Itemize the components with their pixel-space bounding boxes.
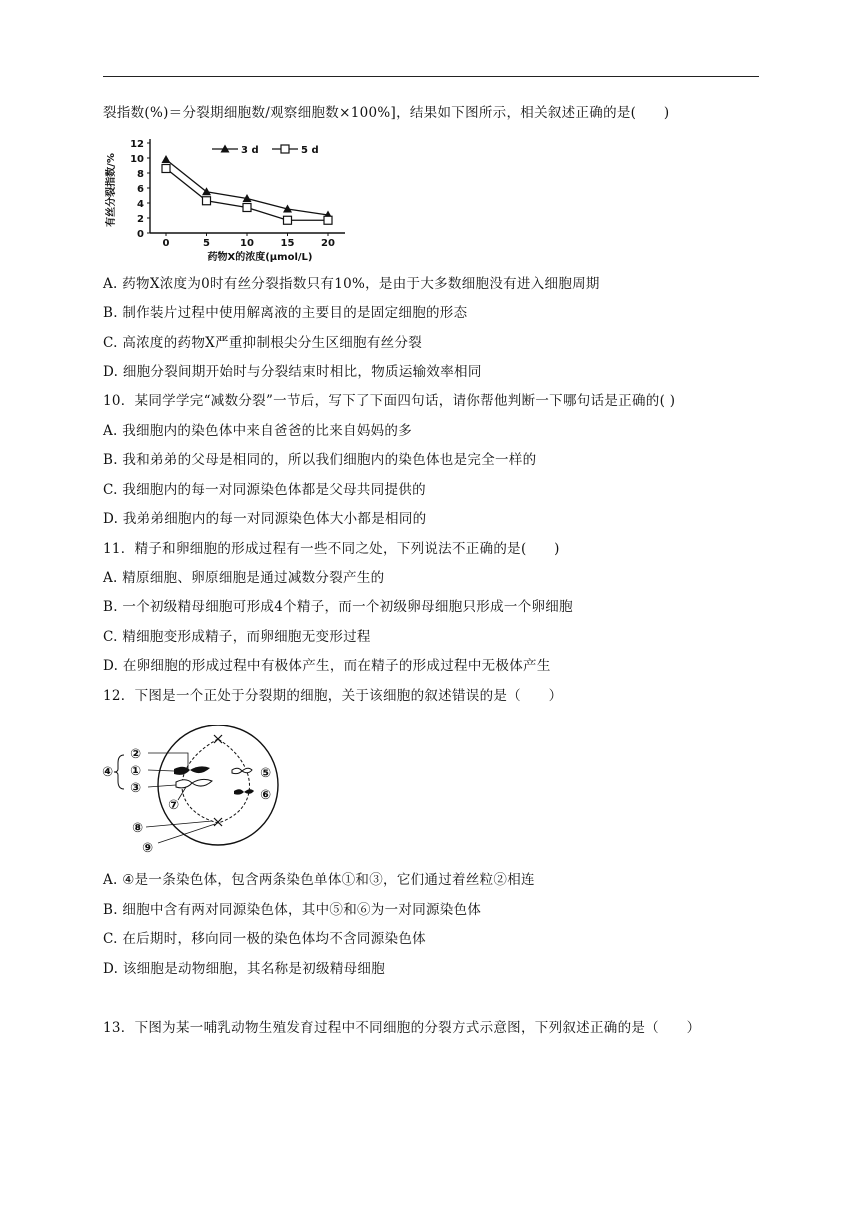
y-axis-label: 有丝分裂指数/% — [106, 153, 117, 227]
q11-option-b: B. 一个初级精母细胞可形成4个精子，而一个初级卵母细胞只形成一个卵细胞 — [103, 599, 573, 615]
x-tick-label: 20 — [321, 238, 335, 249]
data-point-triangle — [162, 155, 171, 163]
bracket — [114, 755, 124, 789]
data-point-square — [243, 204, 251, 212]
q10-option-a: A. 我细胞内的染色体中来自爸爸的比来自妈妈的多 — [103, 423, 413, 439]
data-point-square — [203, 197, 211, 205]
q9-option-b: B. 制作装片过程中使用解离液的主要目的是固定细胞的形态 — [103, 305, 468, 321]
label-6: ⑥ — [260, 788, 272, 803]
x-axis-label: 药物X的浓度(μmol/L) — [207, 252, 313, 263]
q9-option-a: A. 药物X浓度为0时有丝分裂指数只有10%，是由于大多数细胞没有进入细胞周期 — [103, 276, 600, 292]
dividing-cell-diagram — [100, 725, 300, 855]
q11-option-c: C. 精细胞变形成精子，而卵细胞无变形过程 — [103, 629, 371, 645]
x-tick-label: 10 — [240, 238, 254, 249]
label-8: ⑧ — [132, 821, 144, 836]
y-tick-label: 8 — [137, 169, 144, 180]
y-tick-label: 12 — [130, 139, 144, 150]
y-tick-label: 0 — [137, 229, 144, 240]
q12-option-a: A. ④是一条染色体，包含两条染色单体①和③，它们通过着丝粒②相连 — [103, 872, 535, 888]
header-rule — [103, 76, 759, 77]
q13-stem: 13．下图为某一哺乳动物生殖发育过程中不同细胞的分裂方式示意图，下列叙述正确的是（ ） — [103, 1020, 701, 1036]
label-1: ① — [130, 764, 142, 779]
q10-stem: 10．某同学学完“减数分裂”一节后，写下了下面四句话，请你帮他判断一下哪句话是正确的( ) — [103, 393, 676, 409]
q11-stem: 11．精子和卵细胞的形成过程有一些不同之处，下列说法不正确的是( ) — [103, 541, 560, 557]
label-2: ② — [130, 747, 142, 762]
q12-option-b: B. 细胞中含有两对同源染色体，其中⑤和⑥为一对同源染色体 — [103, 902, 482, 918]
legend-label-0: 3 d — [241, 145, 259, 156]
centriole-top — [214, 735, 222, 743]
q11-option-d: D. 在卵细胞的形成过程中有极体产生，而在精子的形成过程中无极体产生 — [103, 658, 551, 674]
label-5: ⑤ — [260, 766, 272, 781]
label-7: ⑦ — [168, 798, 180, 813]
chromosome-large-dark — [174, 766, 210, 775]
x-tick-label: 5 — [203, 238, 210, 249]
q10-option-d: D. 我弟弟细胞内的每一对同源染色体大小都是相同的 — [103, 511, 427, 527]
q11-option-a: A. 精原细胞、卵原细胞是通过减数分裂产生的 — [103, 570, 385, 586]
chromosome-small-dark — [234, 789, 254, 794]
question-intro-line: 裂指数(%)＝分裂期细胞数/观察细胞数×100%]，结果如下图所示，相关叙述正确的是( ) — [103, 105, 670, 121]
data-point-square — [324, 216, 332, 224]
y-tick-label: 2 — [137, 214, 144, 225]
chart-plot-area — [104, 139, 345, 263]
y-tick-label: 4 — [137, 199, 144, 210]
chromosome-small-light — [232, 768, 252, 773]
q12-option-d: D. 该细胞是动物细胞，其名称是初级精母细胞 — [103, 961, 386, 977]
chromosome-large-light — [176, 779, 212, 788]
q12-option-c: C. 在后期时，移向同一极的染色体均不含同源染色体 — [103, 931, 426, 947]
q10-option-b: B. 我和弟弟的父母是相同的，所以我们细胞内的染色体也是完全一样的 — [103, 452, 537, 468]
x-tick-label: 15 — [280, 238, 295, 249]
label-4: ④ — [102, 765, 114, 780]
q9-option-d: D. 细胞分裂间期开始时与分裂结束时相比，物质运输效率相同 — [103, 364, 482, 380]
y-tick-label: 10 — [130, 154, 144, 165]
mitotic-index-chart — [100, 133, 360, 265]
data-point-square — [284, 216, 292, 224]
data-point-square — [162, 165, 170, 173]
q10-option-c: C. 我细胞内的每一对同源染色体都是父母共同提供的 — [103, 482, 426, 498]
spindle — [182, 739, 250, 823]
q9-option-c: C. 高浓度的药物X严重抑制根尖分生区细胞有丝分裂 — [103, 335, 423, 351]
legend-label-1: 5 d — [301, 145, 319, 156]
label-3: ③ — [130, 781, 142, 796]
label-9: ⑨ — [142, 841, 154, 855]
q12-stem: 12．下图是一个正处于分裂期的细胞，关于该细胞的叙述错误的是（ ） — [103, 688, 563, 704]
x-tick-label: 0 — [162, 238, 170, 249]
legend-marker-square — [281, 145, 289, 153]
y-tick-label: 6 — [137, 184, 144, 195]
